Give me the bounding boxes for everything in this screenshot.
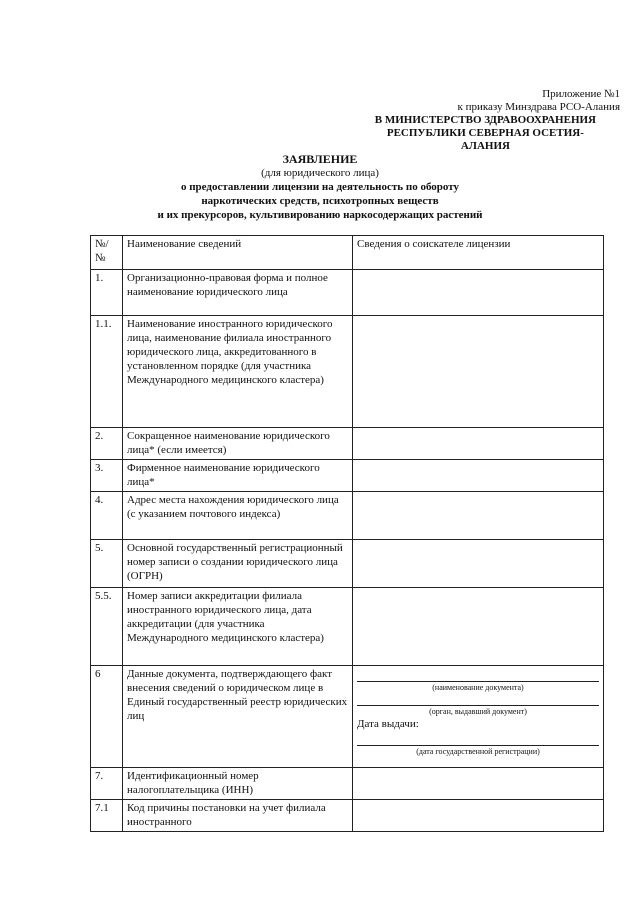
- applicant-value-cell[interactable]: [353, 768, 604, 800]
- applicant-value-cell[interactable]: [353, 460, 604, 492]
- row-label: Сокращенное наименование юридического лица* (если имеется): [123, 428, 353, 460]
- table-row: [91, 428, 604, 460]
- egrul-document-cell[interactable]: [353, 666, 604, 768]
- appendix-label: Приложение №1: [542, 88, 620, 100]
- table-row: [91, 588, 604, 666]
- row-number: 5.: [91, 540, 123, 588]
- applicant-value-cell[interactable]: [353, 492, 604, 540]
- row-number: 6: [91, 666, 123, 768]
- row-label: Данные документа, подтверждающего факт внесения сведений о юридическом лице в Единый государственный реестр юридических лиц: [123, 666, 353, 768]
- table-row: [91, 800, 604, 832]
- doc-name-caption: (наименование документа): [432, 683, 524, 692]
- addressee: [375, 114, 596, 153]
- row-label: Основной государственный регистрационный номер записи о создании юридического лица (ОГРН): [123, 540, 353, 588]
- applicant-value-cell[interactable]: [353, 270, 604, 316]
- row-number: 1.: [91, 270, 123, 316]
- purpose-line: о предоставлении лицензии на деятельность по обороту: [180, 181, 460, 193]
- row-number: 4.: [91, 492, 123, 540]
- row-label: Организационно-правовая форма и полное наименование юридического лица: [123, 270, 353, 316]
- table-row: [91, 492, 604, 540]
- table-row: [91, 460, 604, 492]
- table-row: [91, 270, 604, 316]
- issuer-caption: (орган, выдавший документ): [429, 707, 527, 716]
- applicant-value-cell[interactable]: [353, 540, 604, 588]
- reg-date-caption: (дата государственной регистрации): [416, 747, 540, 756]
- row-number: 7.1: [91, 800, 123, 832]
- row-number: 2.: [91, 428, 123, 460]
- header-number: №/ №: [91, 236, 123, 270]
- issuer-line[interactable]: [357, 697, 599, 706]
- row-label: Номер записи аккредитации филиала иностранного юридического лица, дата аккредитации (для участника Международного медицинского кластера): [123, 588, 353, 666]
- purpose-line: и их прекурсоров, культивированию наркосодержащих растений: [157, 209, 483, 221]
- table-row: [91, 316, 604, 428]
- row-number: 1.1.: [91, 316, 123, 428]
- purpose-line: наркотических средств, психотропных веществ: [201, 195, 439, 207]
- header-info-name: Наименование сведений: [123, 236, 353, 270]
- row-label: Наименование иностранного юридического лица, наименование филиала иностранного юридического лица, аккредитованного в установленном порядке (для участника Международного медицинского кластера): [123, 316, 353, 428]
- table-row: [91, 666, 604, 768]
- table-row: [91, 540, 604, 588]
- addressee-line: АЛАНИЯ: [460, 140, 510, 152]
- row-number: 5.5.: [91, 588, 123, 666]
- applicant-value-cell[interactable]: [353, 800, 604, 832]
- table-row: [91, 768, 604, 800]
- addressee-line: РЕСПУБЛИКИ СЕВЕРНАЯ ОСЕТИЯ-: [386, 127, 584, 139]
- reg-date-line[interactable]: [357, 737, 599, 746]
- header-applicant-info: Сведения о соискателе лицензии: [353, 236, 604, 270]
- row-number: 3.: [91, 460, 123, 492]
- doc-name-line[interactable]: [357, 673, 599, 682]
- document-purpose: [0, 180, 640, 222]
- issue-date-label: Дата выдачи:: [357, 718, 419, 730]
- applicant-value-cell[interactable]: [353, 316, 604, 428]
- application-form-table: [90, 235, 604, 832]
- document-subtitle: (для юридического лица): [261, 167, 379, 179]
- applicant-value-cell[interactable]: [353, 588, 604, 666]
- addressee-line: В МИНИСТЕРСТВО ЗДРАВООХРАНЕНИЯ: [374, 114, 596, 126]
- table-header-row: [91, 236, 604, 270]
- row-label: Код причины постановки на учет филиала иностранного: [123, 800, 353, 832]
- applicant-value-cell[interactable]: [353, 428, 604, 460]
- row-number: 7.: [91, 768, 123, 800]
- row-label: Идентификационный номер налогоплательщика (ИНН): [123, 768, 353, 800]
- document-title: ЗАЯВЛЕНИЕ: [282, 152, 358, 166]
- row-label: Адрес места нахождения юридического лица (с указанием почтового индекса): [123, 492, 353, 540]
- order-reference: к приказу Минздрава РСО-Алания: [457, 101, 620, 113]
- row-label: Фирменное наименование юридического лица*: [123, 460, 353, 492]
